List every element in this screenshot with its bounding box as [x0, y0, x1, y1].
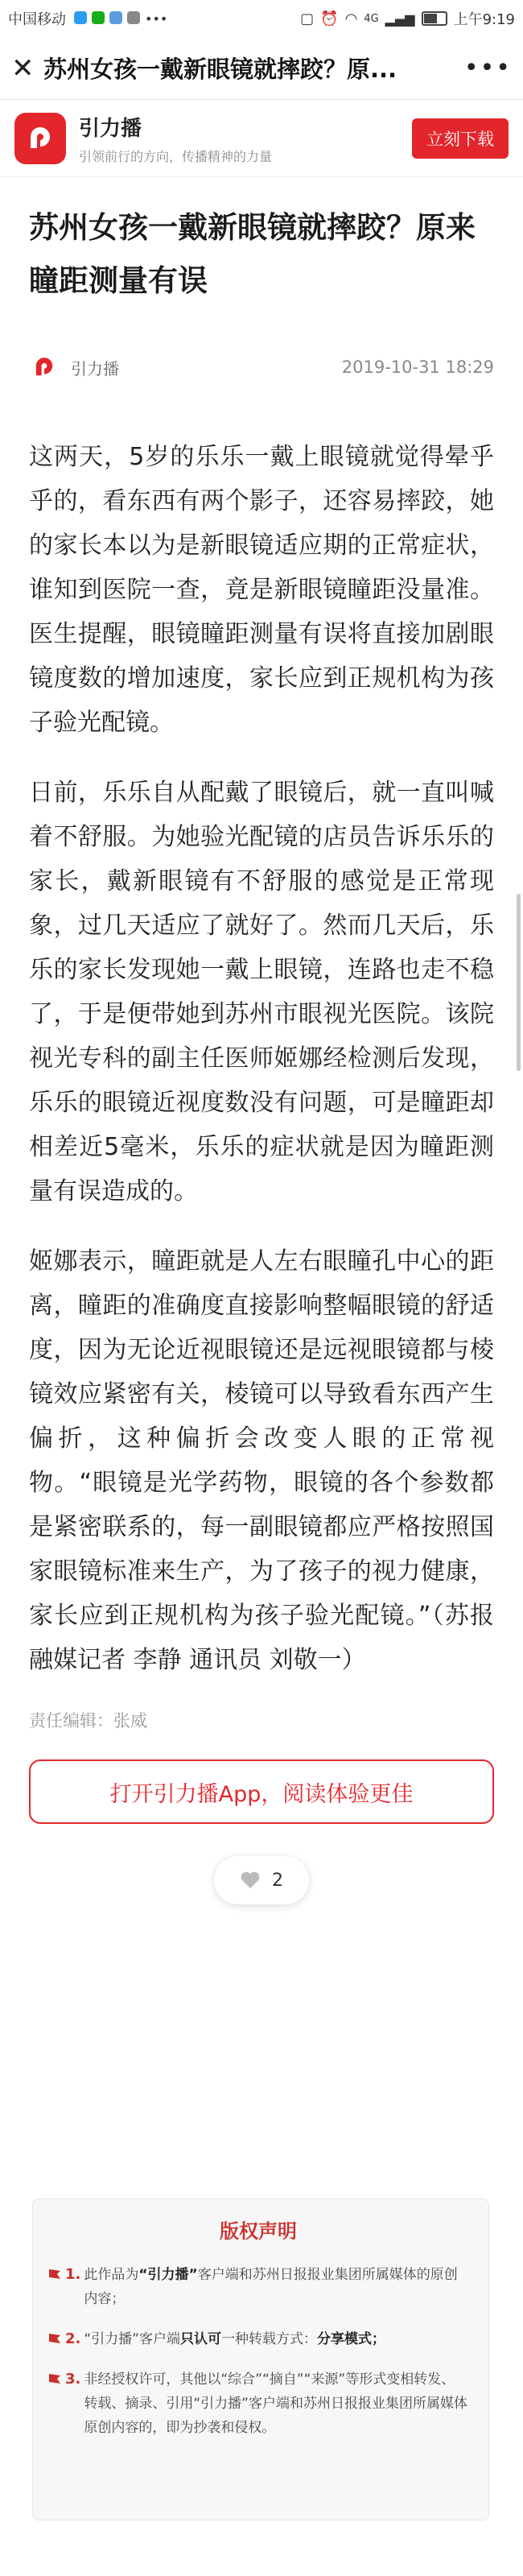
copyright-item [49, 2327, 467, 2351]
heart-icon [240, 1871, 261, 1890]
more-notifications-icon: ••• [145, 10, 168, 27]
copyright-item-number: 1. [65, 2266, 81, 2283]
close-icon[interactable]: ✕ [11, 52, 35, 85]
copyright-title: 版权声明 [220, 2220, 297, 2243]
publish-date: 2019-10-31 18:29 [341, 358, 494, 377]
screen-mirror-icon: ▢ [300, 10, 315, 27]
flag-icon [49, 2269, 60, 2279]
article-meta [29, 351, 494, 383]
mail-notification-icon [127, 11, 140, 24]
copyright-item [49, 2367, 467, 2440]
copyright-item-number: 2. [65, 2330, 81, 2347]
editor-credit: 责任编辑：张威 [29, 1711, 147, 1730]
app-notification-icon [74, 11, 87, 24]
source-logo-icon [29, 352, 60, 382]
article-paragraph: 日前，乐乐自从配戴了眼镜后，就一直叫喊着不舒服。为她验光配镜的店员告诉乐乐的家长，戴新眼镜有不舒服的感觉是正常现象，过几天适应了就好了。然而几天后，乐乐的家长发现她一戴上眼镜，连路也走不稳了，于是便带她到苏州市眼视光医院。该院视光专科的副主任医师姬娜经检测后发现，乐乐的眼镜近视度数没有问题，可是瞳距却相差近5毫米，乐乐的症状就是因为瞳距测量有误造成的。 [29, 779, 494, 1205]
notification-icons [74, 11, 167, 27]
article [29, 201, 494, 1904]
app-logo [14, 113, 66, 164]
carrier-label: 中国移动 [8, 11, 66, 28]
app-logo-icon [24, 122, 56, 155]
copyright-item [49, 2263, 467, 2311]
article-headline: 苏州女孩一戴新眼镜就摔跤？原来瞳距测量有误 [29, 210, 476, 298]
wifi-icon: ◠ [344, 10, 358, 27]
banner-text [79, 112, 412, 165]
nav-bar [0, 37, 523, 100]
more-menu-icon[interactable]: ••• [463, 54, 512, 82]
flag-icon [49, 2374, 60, 2384]
like-button[interactable] [214, 1856, 309, 1904]
like-count: 2 [272, 1870, 283, 1891]
source-name[interactable]: 引力播 [71, 358, 119, 378]
like-area [29, 1856, 494, 1904]
open-app-button[interactable]: 打开引力播App，阅读体验更佳 [29, 1759, 494, 1824]
copyright-notice [32, 2198, 489, 2520]
banner-app-name: 引力播 [79, 116, 142, 141]
article-body [29, 435, 494, 1682]
article-paragraph: 姬娜表示，瞳距就是人左右眼瞳孔中心的距离，瞳距的准确度直接影响整幅眼镜的舒适度，因为无论近视眼镜还是远视眼镜都与棱镜效应紧密有关，棱镜可以导致看东西产生偏折，这种偏折会改变人眼的正常视物。“眼镜是光学药物，眼镜的各个参数都是紧密联系的，每一副眼镜都应严格按照国家眼镜标准来生产，为了孩子的视力健康，家长应到正规机构为孩子验光配镜。”（苏报融媒记者 李静 通讯员 刘敬一） [29, 1247, 494, 1674]
signal-icon: ▂▄▆ [385, 10, 415, 27]
status-bar [0, 0, 523, 37]
network-type: 4G [364, 12, 379, 25]
nav-title: 苏州女孩一戴新眼镜就摔跤？原... [43, 56, 397, 83]
banner-slogan: 引领前行的方向，传播精神的力量 [79, 148, 273, 164]
alarm-icon: ⏰ [320, 10, 339, 27]
download-button[interactable]: 立刻下载 [412, 118, 509, 159]
flag-icon [49, 2334, 60, 2343]
message-notification-icon [92, 11, 105, 24]
scrollbar[interactable] [517, 894, 521, 1071]
copyright-item-text: “引力播”客户端只认可一种转载方式：分享模式； [84, 2331, 385, 2347]
image-notification-icon [109, 11, 122, 24]
clock: 上午9:19 [453, 11, 515, 28]
copyright-item-text: 此作品为“引力播”客户端和苏州日报报业集团所属媒体的原创内容； [84, 2267, 458, 2307]
copyright-item-text: 非经授权许可，其他以“综合”“摘自”“来源”等形式变相转发、转载、摘录、引用“引力播”客户端和苏州日报报业集团所属媒体原创内容的，即为抄袭和侵权。 [84, 2371, 467, 2436]
article-paragraph: 这两天，5岁的乐乐一戴上眼镜就觉得晕乎乎的，看东西有两个影子，还容易摔跤，她的家长本以为是新眼镜适应期的正常症状，谁知到医院一查，竟是新眼镜瞳距没量准。医生提醒，眼镜瞳距测量有误将直接加剧眼镜度数的增加速度，家长应到正规机构为孩子验光配镜。 [29, 443, 494, 737]
copyright-item-number: 3. [65, 2371, 81, 2388]
app-download-banner [0, 100, 523, 177]
battery-icon [422, 11, 447, 26]
